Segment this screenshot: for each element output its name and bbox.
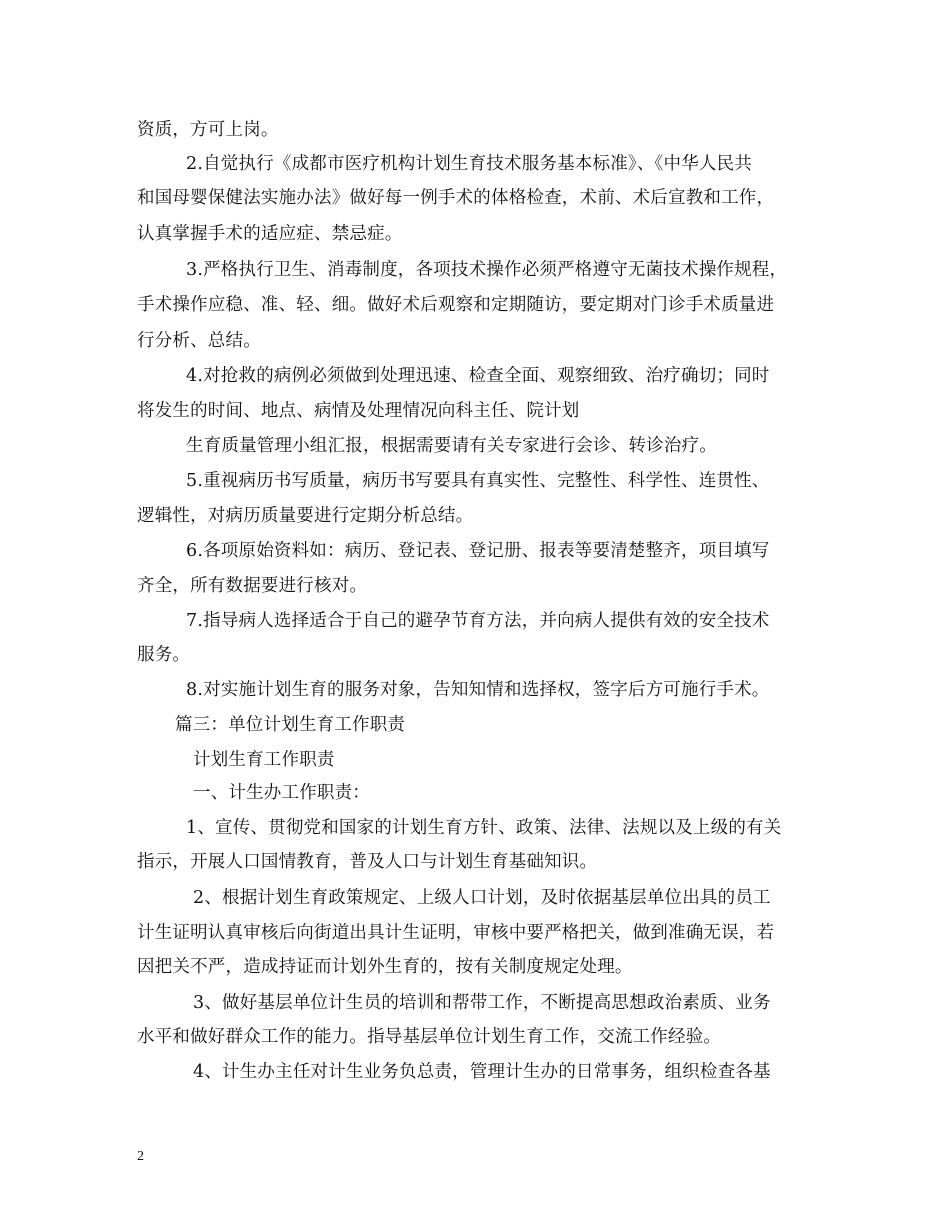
text-line: 指示，开展人口国情教育，普及人口与计划生育基础知识。 — [137, 852, 598, 872]
text-line: 生育质量管理小组汇报，根据需要请有关专家进行会诊、转诊治疗。 — [186, 436, 717, 456]
text-line: 水平和做好群众工作的能力。指导基层单位计划生育工作，交流工作经验。 — [137, 1027, 722, 1047]
text-line: 3.严格执行卫生、消毒制度，各项技术操作必须严格遵守无菌技术操作规程， — [186, 260, 788, 280]
section-heading: 篇三：单位计划生育工作职责 — [175, 715, 406, 735]
text-line: 6.各项原始资料如：病历、登记表、登记册、报表等要清楚整齐，项目填写 — [186, 541, 770, 561]
document-title: 计划生育工作职责 — [193, 750, 335, 770]
text-line: 2、根据计划生育政策规定、上级人口计划，及时依据基层单位出具的员工 — [193, 888, 771, 908]
text-line: 资质，方可上岗。 — [137, 120, 279, 140]
text-line: 计生证明认真审核后向街道出具计生证明，审核中要严格把关，做到准确无误，若 — [137, 923, 775, 943]
text-line: 7.指导病人选择适合于自己的避孕节育方法，并向病人提供有效的安全技术 — [186, 611, 770, 631]
text-line: 认真掌握手术的适应症、禁忌症。 — [137, 224, 403, 244]
page-number: 2 — [137, 1149, 144, 1164]
text-line: 齐全，所有数据要进行核对。 — [137, 576, 368, 596]
text-line: 2.自觉执行《成都市医疗机构计划生育技术服务基本标准》、《中华人民共 — [186, 154, 752, 174]
text-line: 8.对实施计划生育的服务对象，告知知情和选择权，签字后方可施行手术。 — [186, 680, 770, 700]
subsection-heading: 一、计生办工作职责： — [193, 783, 370, 803]
text-line: 4.对抢救的病例必须做到处理迅速、检查全面、观察细致、治疗确切；同时 — [186, 366, 770, 386]
text-line: 手术操作应稳、准、轻、细。做好术后观察和定期随访，要定期对门诊手术质量进 — [137, 295, 775, 315]
text-line: 1、宣传、贯彻党和国家的计划生育方针、政策、法律、法规以及上级的有关 — [186, 818, 782, 838]
text-line: 5.重视病历书写质量，病历书写要具有真实性、完整性、科学性、连贯性、 — [186, 471, 770, 491]
text-line: 和国母婴保健法实施办法》做好每一例手术的体格检查，术前、术后宣教和工作， — [137, 188, 775, 208]
text-line: 将发生的时间、地点、病情及处理情况向科主任、院计划 — [137, 401, 580, 421]
text-line: 服务。 — [137, 645, 191, 665]
text-line: 3、做好基层单位计生员的培训和帮带工作，不断提高思想政治素质、业务 — [193, 993, 771, 1013]
text-line: 逻辑性，对病历质量要进行定期分析总结。 — [137, 506, 474, 526]
text-line: 4、计生办主任对计生业务负总责，管理计生办的日常事务，组织检查各基 — [193, 1062, 771, 1082]
text-line: 因把关不严，造成持证而计划外生育的，按有关制度规定处理。 — [137, 957, 633, 977]
text-line: 行分析、总结。 — [137, 331, 261, 351]
